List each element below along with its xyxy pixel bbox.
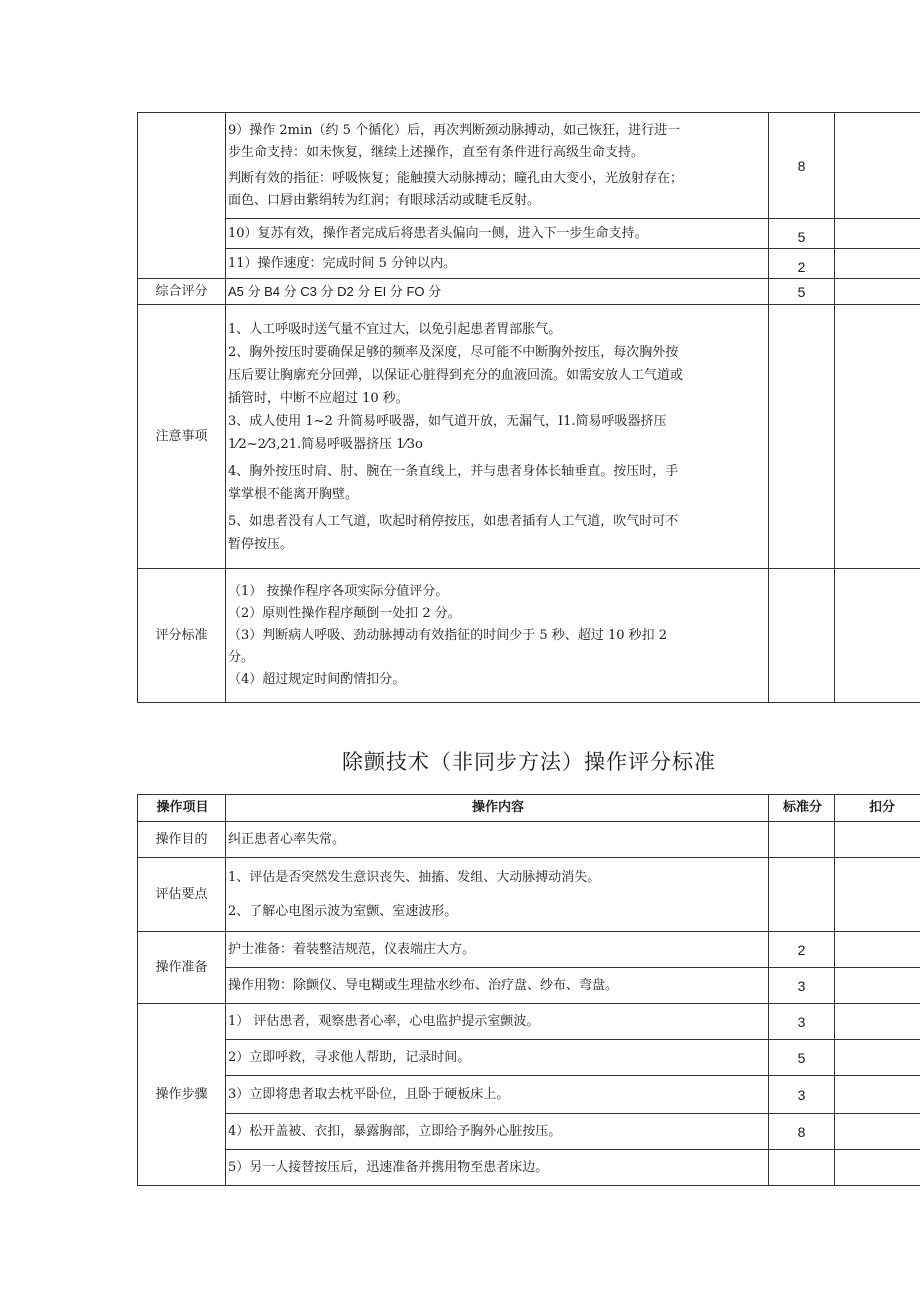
- deduct-cell: [835, 279, 920, 305]
- deduct-cell: [835, 305, 920, 569]
- content-cell: 护士准备：着装整洁规范，仪表端庄大方。: [226, 932, 769, 968]
- deduct-cell: [835, 1150, 920, 1186]
- score-cell: 8: [769, 1114, 835, 1150]
- deduct-cell: [835, 932, 920, 968]
- content-cell: 5）另一人接替按压后，迅速准备并携用物至患者床边。: [226, 1150, 769, 1186]
- category-cell: [138, 113, 226, 279]
- content-cell: 2）立即呼救，寻求他人帮助，记录时间。: [226, 1040, 769, 1076]
- deduct-cell: [835, 1076, 920, 1114]
- content-cell: 11）操作速度：完成时间 5 分钟以内。: [226, 249, 769, 279]
- content-cell: 操作用物：除颤仪、导电糊或生理盐水纱布、治疗盘、纱布、弯盘。: [226, 968, 769, 1004]
- score-cell: 5: [769, 1040, 835, 1076]
- scoring-table-continued: [137, 112, 920, 703]
- deduct-cell: [835, 249, 920, 279]
- score-cell: 5: [769, 219, 835, 249]
- content-cell: 1、人工呼吸时送气量不宜过大，以免引起患者胃部胀气。 2、胸外按压时要确保足够的频率及深度，尽可能不中断胸外按压，每次胸外按 压后要让胸廓充分回弹，以保证心脏得到充分的血液回流。如需安放人工气道或 插管时，中断不应超过 10 秒。 3、成人使用 1~2 升简易呼吸器，如气道开放，无漏气，I1.简易呼吸器挤压 1⁄2~2⁄3,21.简易呼吸器挤压 1⁄3o 4、胸外按压时肩、肘、腕在一条直线上，并与患者身体长轴垂直。按压时，手 掌掌根不能离开胸壁。 5、如患者没有人工气道，吹起时稍停按压，如患者插有人工气道，吹气时可不 暂停按压。: [226, 305, 769, 569]
- content-cell: 1） 评估患者，观察患者心率，心电监护提示室颤波。: [226, 1004, 769, 1040]
- deduct-cell: [835, 968, 920, 1004]
- category-cell: 评估要点: [138, 858, 226, 932]
- category-cell: 操作步骤: [138, 1004, 226, 1186]
- category-cell: 注意事项: [138, 305, 226, 569]
- header-item: 操作项目: [138, 795, 226, 822]
- category-cell: 操作目的: [138, 822, 226, 858]
- content-cell: 纠正患者心率失常。: [226, 822, 769, 858]
- content-cell: 9）操作 2min（约 5 个循化）后，再次判断颈动脉搏动，如己恢狂，进行进一 步生命支持：如未恢复，继续上述操作，直至有条件进行高级生命支持。 判断有效的指征：呼吸恢复；能触摸大动脉搏动；瞳孔由大变小，光放射存在； 面色、口唇由紫绢转为红润；有眼球活动或睫毛反射。: [226, 113, 769, 219]
- deduct-cell: [835, 858, 920, 932]
- deduct-cell: [835, 569, 920, 703]
- deduct-cell: [835, 822, 920, 858]
- deduct-cell: [835, 1114, 920, 1150]
- category-cell: 综合评分: [138, 279, 226, 305]
- header-content: 操作内容: [226, 795, 769, 822]
- page-title: 除颤技术（非同步方法）操作评分标准: [342, 750, 716, 774]
- score-cell: 3: [769, 1076, 835, 1114]
- content-cell: 10）复苏有效，操作者完成后将患者头偏向一侧，进入下一步生命支持。: [226, 219, 769, 249]
- score-cell: 2: [769, 932, 835, 968]
- category-cell: 评分标准: [138, 569, 226, 703]
- deduct-cell: [835, 1040, 920, 1076]
- score-cell: 3: [769, 1004, 835, 1040]
- content-cell: 3）立即将患者取去枕平卧位，且卧于硬板床上。: [226, 1076, 769, 1114]
- score-cell: 8: [769, 113, 835, 219]
- content-cell: A5 分 B4 分 C3 分 D2 分 EI 分 FO 分: [226, 279, 769, 305]
- defibrillation-scoring-table: [137, 794, 920, 1186]
- header-standard-score: 标准分: [769, 795, 835, 822]
- score-cell: [769, 858, 835, 932]
- score-cell: [769, 822, 835, 858]
- content-cell: 1、评估是否突然发生意识丧失、抽搐、发组、大动脉搏动消失。 2、了解心电图示波为室颤、室速波形。: [226, 858, 769, 932]
- score-cell: 2: [769, 249, 835, 279]
- deduct-cell: [835, 1004, 920, 1040]
- content-cell: 4）松开盖被、衣扣，暴露胸部，立即给予胸外心脏按压。: [226, 1114, 769, 1150]
- deduct-cell: [835, 219, 920, 249]
- header-deduction: 扣分: [835, 795, 920, 822]
- content-cell: （1） 按操作程序各项实际分值评分。 （2）原则性操作程序颠倒一处扣 2 分。 （3）判断病人呼吸、劲动脉搏动有效指征的时间少于 5 秒、超过 10 秒扣 2 分。 （4）超过规定时间酌情扣分。: [226, 569, 769, 703]
- score-cell: [769, 569, 835, 703]
- score-cell: 3: [769, 968, 835, 1004]
- deduct-cell: [835, 113, 920, 219]
- category-cell: 操作准备: [138, 932, 226, 1004]
- score-cell: 5: [769, 279, 835, 305]
- score-cell: [769, 1150, 835, 1186]
- score-cell: [769, 305, 835, 569]
